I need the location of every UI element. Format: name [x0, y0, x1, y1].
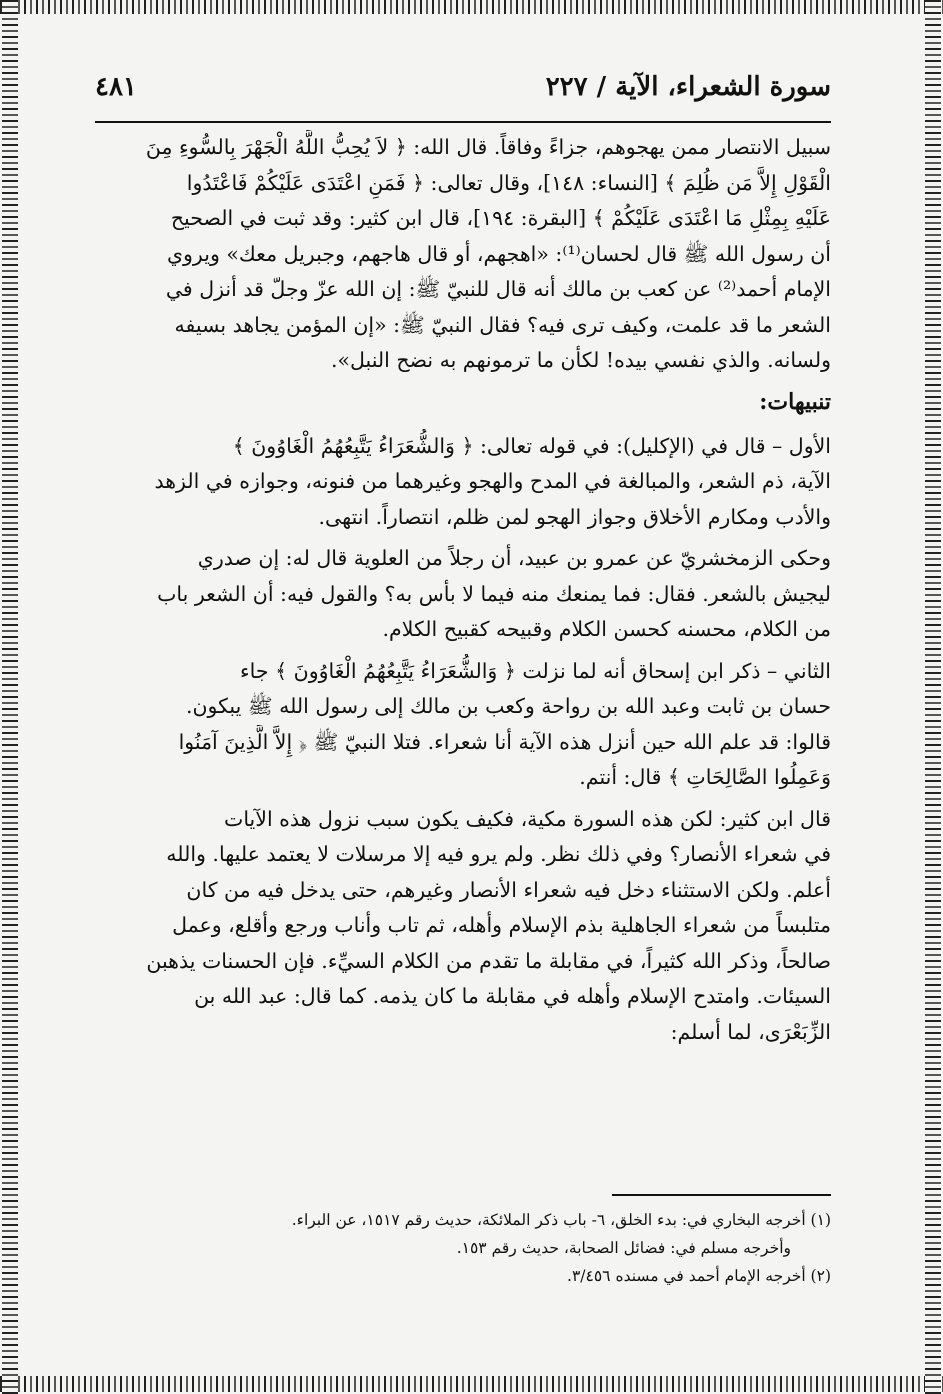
header-title: سورة الشعراء، الآية / ٢٢٧	[545, 72, 831, 102]
footnote-rule	[612, 1194, 831, 1196]
page-number: ٤٨١	[95, 72, 137, 102]
page-border-right	[925, 0, 941, 1394]
text-line: الثاني – ذكر ابن إسحاق أنه لما نزلت ﴿ وَالشُّعَرَاءُ يَتَّبِعُهُمُ الْغَاوُونَ ﴾ جاء	[240, 658, 831, 683]
text-line: حسان بن ثابت وعبد الله بن رواحة وكعب بن مالك إلى رسول الله ﷺ يبكون.	[185, 694, 831, 718]
text-line: الْقَوْلِ إِلاَّ مَن ظُلِمَ ﴾ [النساء: ١٤٨]، وقال تعالى: ﴿ فَمَنِ اعْتَدَى عَلَيْكُمْ فَاعْتَدُوا	[186, 170, 831, 195]
text-line: وحكى الزمخشريّ عن عمرو بن عبيد، أن رجلاً من العلوية قال له: إن صدري	[197, 546, 831, 570]
page-border-bottom	[0, 1376, 943, 1392]
text-line: عَلَيْهِ بِمِثْلِ مَا اعْتَدَى عَلَيْكُمْ ﴾ [البقرة: ١٩٤]، قال ابن كثير: وقد ثبت في الصحيح	[170, 206, 831, 230]
text-line: السيئات. وامتدح الإسلام وأهله في مقابلة ما كان يذمه. كما قال: عبد الله بن	[194, 984, 831, 1008]
text-line: صالحاً، وذكر الله كثيراً، في مقابلة ما تقدم من الكلام السيِّء. فإن الحسنات يذهبن	[146, 948, 831, 973]
text-line: الآية، ذم الشعر، والمبالغة في المدح والهجو وغيرهما من فنونه، وجوازه في الزهد	[154, 469, 831, 493]
section-heading: تنبيهات:	[759, 388, 831, 415]
text-line: الإمام أحمد⁽²⁾ عن كعب بن مالك أنه قال للنبيّ ﷺ: إن الله عزّ وجلّ قد أنزل في	[165, 277, 831, 301]
text-line: الأول – قال في (الإكليل): في قوله تعالى: ﴿ وَالشُّعَرَاءُ يَتَّبِعُهُمُ الْغَاوُونَ ﴾	[232, 433, 831, 458]
paragraph-4	[95, 654, 831, 796]
text-line: ليجيش بالشعر. فقال: فما يمنعك منه فيما لا بأس به؟ والقول فيه: أن الشعر باب	[157, 581, 831, 606]
text-line: والأدب ومكارم الأخلاق وجواز الهجو لمن ظلم، انتصاراً. انتهى.	[318, 504, 831, 529]
text-line: قالوا: قد علم الله حين أنزل هذه الآية أنا شعراء. فتلا النبيّ ﷺ ﴿ إِلاَّ الَّذِينَ آمَنُوا	[178, 729, 831, 754]
paragraph-5	[95, 802, 831, 1051]
text-line: في شعراء الأنصار؟ وفي ذلك نظر. ولم يرو فيه إلا مرسلات لا يعتمد عليها. والله	[166, 842, 831, 866]
paragraph-2	[95, 429, 831, 536]
page-border-top	[0, 0, 943, 14]
text-line: أن رسول الله ﷺ قال لحسان⁽¹⁾: «اهجهم، أو قال هاجهم، وجبريل معك» ويروي	[166, 241, 831, 266]
text-line: قال ابن كثير: لكن هذه السورة مكية، فكيف يكون سبب نزول هذه الآيات	[224, 806, 831, 831]
page-border-left	[2, 0, 18, 1394]
text-line: وَعَمِلُوا الصَّالِحَاتِ ﴾ قال: أنتم.	[579, 765, 831, 789]
text-line: من الكلام، محسنه كحسن الكلام وقبيحه كقبيح الكلام.	[382, 617, 831, 641]
paragraph-1	[95, 130, 831, 379]
text-line: الشعر ما قد علمت، وكيف ترى فيه؟ فقال النبيّ ﷺ: «إن المؤمن يجاهد بسيفه	[174, 312, 831, 337]
header-rule	[95, 121, 831, 123]
text-line: ولسانه. والذي نفسي بيده! لكأن ما ترمونهم به نضح النبل».	[330, 348, 831, 372]
footnote-1-continued: وأخرجه مسلم في: فضائل الصحابة، حديث رقم ١٥٣.	[456, 1239, 791, 1257]
footnotes	[95, 1206, 831, 1290]
body-text	[95, 130, 831, 1056]
paragraph-3	[95, 541, 831, 648]
footnote-1: (١) أخرجه البخاري في: بدء الخلق، ٦- باب ذكر الملائكة، حديث رقم ١٥١٧، عن البراء.	[291, 1211, 831, 1229]
text-line: الزِّبَعْرَى، لما أسلم:	[670, 1019, 831, 1044]
text-line: أعلم. ولكن الاستثناء دخل فيه شعراء الأنصار وغيرهم، حتى يدخل فيه من كان	[186, 877, 831, 902]
page-header	[95, 70, 831, 120]
text-line: متلبساً من شعراء الجاهلية بذم الإسلام وأهله، ثم تاب وأناب ورجع وأقلع، وعمل	[172, 913, 831, 937]
footnote-2: (٢) أخرجه الإمام أحمد في مسنده ٣/٤٥٦.	[567, 1267, 831, 1285]
text-line: سبيل الانتصار ممن يهجوهم، جزاءً وفاقاً. قال الله: ﴿ لاَ يُحِبُّ اللَّهُ الْجَهْرَ بِالسُّوءِ مِنَ	[145, 135, 831, 159]
